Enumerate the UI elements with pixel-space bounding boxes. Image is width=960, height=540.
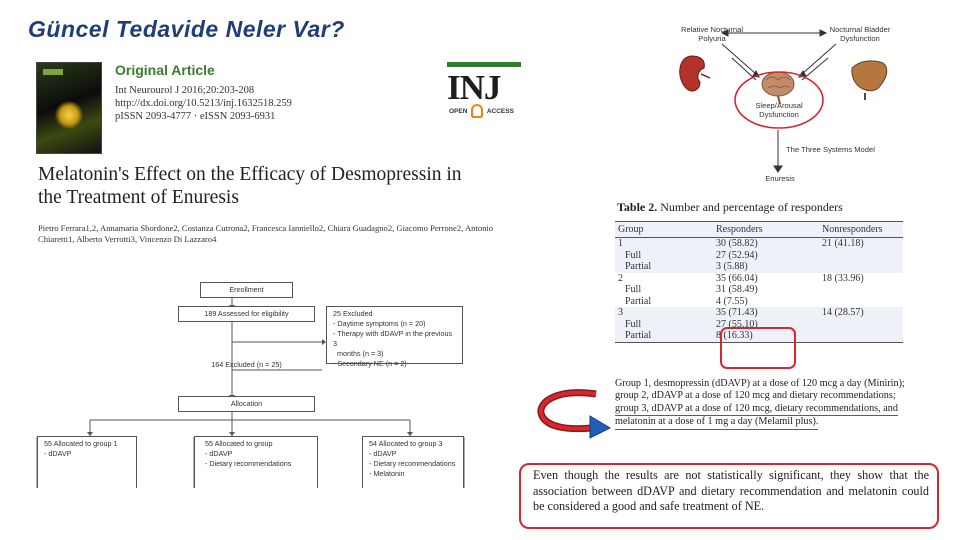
table-cell-group: Partial [615, 261, 713, 273]
table-note-line: group 3, dDAVP at a dose of 120 mcg, dietary recommendations, and [615, 403, 898, 416]
table-title [617, 200, 843, 215]
table-note-line: melatonin at a dose of 1 mg a day (Melamil plus). [615, 416, 818, 429]
flow-group-title: 55 Allocated to group 1 [44, 439, 118, 448]
open-access-suffix: ACCESS [486, 108, 514, 115]
table-cell-nonresponders [819, 296, 903, 308]
flow-assessed-box [178, 306, 315, 322]
table-caption: Number and percentage of responders [660, 200, 843, 214]
table-note-line: group 2, dDAVP at a dose of 120 mcg and dietary recommendations; [615, 390, 896, 402]
flow-excluded-mid-box [178, 358, 315, 374]
flow-excluded-mid-label: 164 Excluded (n = 25) [211, 360, 282, 369]
flow-group-title: 55 Allocated to group [205, 439, 273, 448]
table-cell-responders: 31 (58.49) [716, 284, 758, 295]
table-cell-nonresponders [819, 261, 903, 273]
flow-excluded-item: months (n = 3) [333, 349, 384, 358]
flow-enrollment-label: Enrollment [229, 285, 264, 294]
table-cell-group: 3 [615, 307, 713, 319]
diagram-label-top-left: Relative Nocturnal Polyuria [680, 25, 744, 43]
article-type-label: Original Article [115, 62, 215, 78]
flow-group-title: 54 Allocated to group 3 [369, 439, 443, 448]
citation-doi-link[interactable]: http://dx.doi.org/10.5213/inj.1632518.259 [115, 98, 292, 109]
flow-excluded-box [326, 306, 463, 368]
flow-enrollment-box [200, 282, 293, 298]
flow-group-item: - Melatonin [369, 469, 405, 478]
flow-group-1-box [37, 436, 137, 488]
table-cell-nonresponders: 21 (41.18) [819, 238, 903, 250]
curved-arrow-icon [534, 384, 614, 444]
flow-group-item: - dDAVP [44, 449, 72, 458]
table-cell-group: 2 [618, 272, 623, 284]
group-3-highlight-box [720, 327, 796, 369]
table-cell-responders: 8 (16.33) [713, 330, 819, 342]
table-cell-group: Full [625, 284, 642, 295]
table-cell-group: 1 [615, 238, 713, 250]
conclusion-quote: Even though the results are not statistically significant, they show that the association between dDAVP and dietary recommendation and melatonin could be considered a good and safe treatment of NE. [519, 463, 939, 529]
table-cell-responders: 3 (5.88) [713, 261, 819, 273]
flow-allocation-label: Allocation [230, 399, 263, 408]
table-row [615, 273, 903, 285]
table-cell-nonresponders [819, 330, 903, 342]
flow-group-item: - dDAVP [205, 449, 233, 458]
table-note [615, 378, 910, 430]
table-row [615, 250, 903, 262]
table-cell-nonresponders [819, 250, 903, 262]
table-cell-responders: 4 (7.55) [716, 295, 748, 307]
open-access-prefix: OPEN [449, 108, 468, 115]
table-header: Responders [713, 222, 819, 238]
table-cell-nonresponders [819, 319, 903, 331]
flow-group-item: - Dietary recommendations [205, 459, 292, 468]
slide-title: Güncel Tedavide Neler Var? [28, 16, 345, 42]
table-header: Group [615, 222, 713, 238]
table-cell-nonresponders [819, 284, 903, 296]
article-title: Melatonin's Effect on the Efficacy of Desmopressin in the Treatment of Enuresis [38, 164, 462, 208]
flow-excluded-item: - Secondary NE (n = 2) [333, 359, 407, 368]
table-cell-nonresponders: 18 (33.96) [822, 272, 864, 284]
responders-table [615, 221, 903, 343]
table-row [615, 284, 903, 296]
article-authors: Pietro Ferrara1,2, Annamaria Sbordone2, Costanza Cutrona2, Francesca Ianniello2, Chiara Guadagno2, Giacomo Perrone2, Antonio Chiaretti1, Alberto Verrotti3, Vincenzo Di Lazzaro4 [38, 223, 494, 244]
table-cell-responders: 27 (52.94) [713, 250, 819, 262]
table-row [615, 296, 903, 308]
flow-group-item: - dDAVP [369, 449, 397, 458]
flow-group-item: - Dietary recommendations [369, 459, 456, 468]
diagram-label-model: The Three Systems Model [786, 145, 875, 154]
table-cell-group: Full [615, 250, 713, 262]
diagram-label-top-right: Nocturnal Bladder Dysfunction [829, 25, 891, 43]
flow-allocation-box [178, 396, 315, 412]
flow-excluded-item: - Therapy with dDAVP in the previous 3 [333, 329, 453, 348]
citation-line: Int Neurourol J 2016;20:203-208 [115, 85, 255, 96]
flow-group-3-box [362, 436, 464, 488]
table-cell-group: Partial [615, 330, 713, 342]
table-row [615, 238, 903, 250]
table-cell-responders: 35 (71.43) [713, 307, 819, 319]
bladder-icon [852, 61, 887, 100]
table-row [615, 261, 903, 273]
flow-excluded-title: 25 Excluded [333, 309, 373, 318]
flow-group-2-box [194, 436, 318, 488]
flow-excluded-item: - Daytime symptoms (n = 20) [333, 319, 426, 328]
table-cell-group: Partial [625, 295, 652, 307]
journal-logo-name: INJ [447, 68, 501, 107]
table-label: Table 2. [617, 200, 658, 214]
table-cell-responders: 27 (55.10) [713, 319, 819, 331]
table-cell-responders: 30 (58.82) [713, 238, 819, 250]
table-row [615, 307, 903, 319]
diagram-label-bottom: Enuresis [765, 174, 795, 183]
table-cell-nonresponders: 14 (28.57) [819, 307, 903, 319]
table-cell-responders: 35 (66.04) [716, 272, 758, 284]
table-header: Nonresponders [819, 222, 903, 238]
diagram-label-center: Sleep/Arousal Dysfunction [755, 101, 803, 119]
table-note-line: Group 1, desmopressin (dDAVP) at a dose of 120 mcg a day (Minirin); [615, 378, 905, 389]
brain-icon [762, 72, 794, 104]
flow-assessed-label: 189 Assessed for eligibility [204, 309, 289, 318]
table-header-row [615, 222, 903, 238]
citation-line: pISSN 2093-4777 · eISSN 2093-6931 [115, 111, 276, 122]
table-cell-group: Full [615, 319, 713, 331]
kidney-icon [680, 56, 710, 91]
